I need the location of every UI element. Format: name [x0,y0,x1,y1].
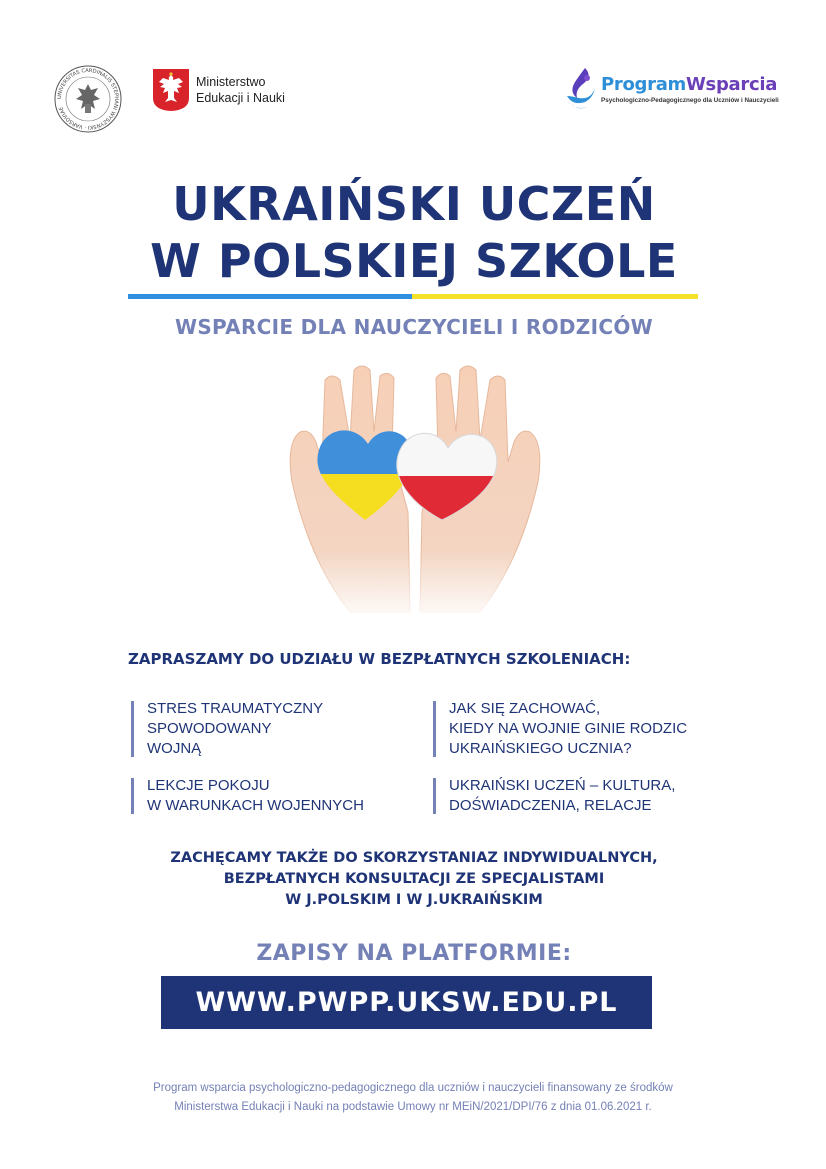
program-wsparcia-name [601,74,777,95]
training-item-4-line2: DOŚWIADCZENIA, RELACJE [449,797,652,814]
training-item-1-line1: STRES TRAUMATYCZNY [147,700,324,717]
ministry-line2: Edukacji i Nauki [196,91,285,105]
training-item-2-line3: UKRAIŃSKIEGO UCZNIA? [449,740,632,757]
svg-text:UNIVERSITAS CARDINALIS STEPHAN: UNIVERSITAS CARDINALIS STEPHANI WYSZYŃSKI · VARSOVIAE [56,67,120,131]
consultations-line1: ZACHĘCAMY TAKŻE DO SKORZYSTANIAZ INDYWIDUALNYCH, [170,850,658,866]
training-item-2-line2: KIEDY NA WOJNIE GINIE RODZIC [449,720,688,737]
ministry-name [196,74,285,106]
training-item-3 [131,776,364,816]
program-wsparcia-subtitle: Psychologiczno-Pedagogicznego dla Uczniów i Nauczycieli [601,97,779,104]
title-rule-blue [128,294,412,299]
training-item-3-line1: LEKCJE POKOJU [147,777,270,794]
main-title [128,176,700,290]
consultations-line3: W J.POLSKIM I W J.UKRAIŃSKIM [285,892,543,908]
trainings-heading: ZAPRASZAMY DO UDZIAŁU W BEZPŁATNYCH SZKOLENIACH: [128,650,631,668]
title-rule-yellow [412,294,698,299]
signup-url-box[interactable] [161,976,652,1029]
polish-eagle-emblem [152,68,190,112]
signup-label: ZAPISY NA PLATFORMIE: [256,941,572,966]
training-item-1-line2: SPOWODOWANY [147,720,272,737]
training-item-4 [433,776,675,816]
subtitle: WSPARCIE DLA NAUCZYCIELI I RODZICÓW [174,315,653,339]
consultations-note [128,848,700,911]
footer-line1: Program wsparcia psychologiczno-pedagogicznego dla uczniów i nauczycieli finansowany ze środków [153,1082,673,1094]
footer-line2: Ministerstwa Edukacji i Nauki na podstawie Umowy nr MEiN/2021/DPI/76 z dnia 01.06.2021 r. [174,1101,652,1113]
consultations-line2: BEZPŁATNYCH KONSULTACJI ZE SPECJALISTAMI [223,871,605,887]
program-name-part2: Wsparcia [686,74,778,95]
ministry-line1: Ministerstwo [196,75,266,89]
training-item-1 [131,699,323,759]
program-name-part1: Program [601,74,686,95]
training-item-4-line1: UKRAIŃSKI UCZEŃ – KULTURA, [449,777,676,794]
training-item-3-line2: W WARUNKACH WOJENNYCH [147,797,364,814]
program-wsparcia-icon [563,66,597,112]
funding-footer [60,1079,766,1117]
signup-url-link[interactable]: WWW.PWPP.UKSW.EDU.PL [195,987,618,1018]
title-line1: UKRAIŃSKI UCZEŃ [172,177,656,231]
training-item-2-line1: JAK SIĘ ZACHOWAĆ, [449,700,601,717]
hands-holding-hearts-illustration [270,362,560,624]
training-item-1-line3: WOJNĄ [147,740,202,757]
title-line2: W POLSKIEJ SZKOLE [150,234,678,288]
training-item-2 [433,699,687,759]
university-seal-logo [53,64,123,134]
